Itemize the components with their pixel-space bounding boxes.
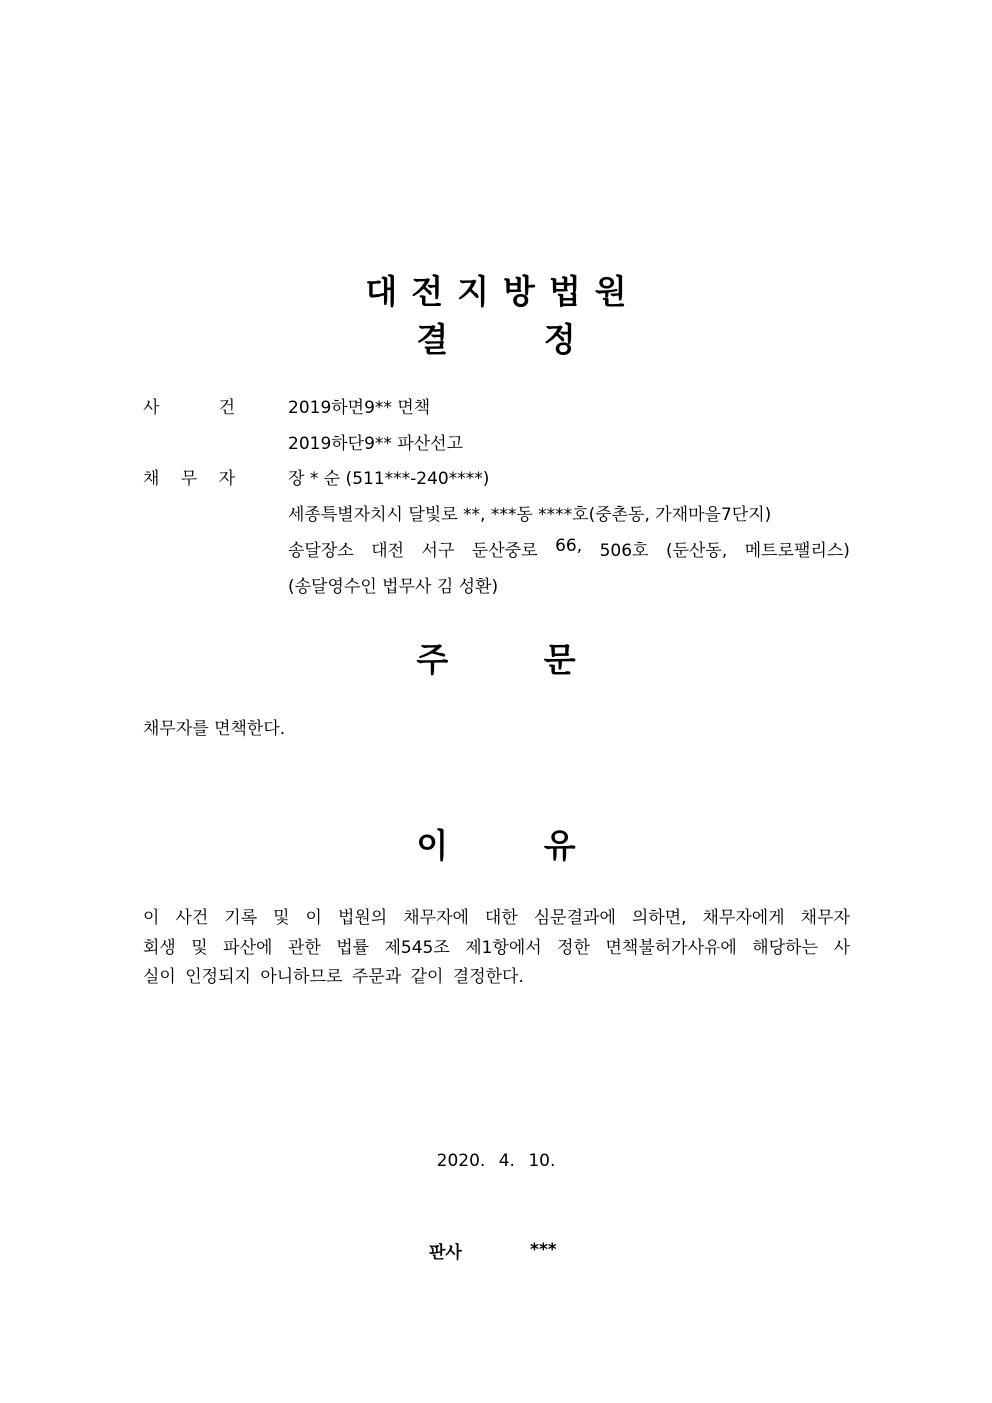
reason-word: 법률 <box>336 938 370 958</box>
reason-word: 파산에 <box>223 938 273 958</box>
case-label-char: 건 <box>218 398 235 418</box>
case-label <box>143 393 235 418</box>
debtor-label <box>143 464 235 489</box>
debtor-label-char: 자 <box>218 469 235 489</box>
reason-word: 회생 <box>143 938 176 958</box>
reason-word: 관한 <box>287 938 321 958</box>
debtor-label-char: 채 <box>143 469 160 489</box>
debtor-address: 세종특별자치시 달빛로 **, ***동 ****호(중촌동, 가재마을7단지) <box>288 505 772 525</box>
debtor-name: 장 * 순 (511***-240****) <box>288 469 490 489</box>
delivery-address <box>288 536 850 561</box>
reason-word: 채무자 <box>800 908 850 928</box>
reason-word: 및 <box>191 938 208 958</box>
reason-word: 면책불허가사유에 <box>605 938 737 958</box>
judge-name: *** <box>530 1240 557 1260</box>
reason-heading: 이 유 <box>416 826 576 865</box>
reason-word: 사건 <box>175 908 209 928</box>
delivery-address-word: 66, <box>555 536 583 556</box>
case-label-char: 사 <box>143 398 160 418</box>
reason-word: 정한 <box>557 938 591 958</box>
judge-title: 판사 <box>429 1243 462 1263</box>
reason-word: 대한 <box>484 908 518 928</box>
reason-word: 이 <box>143 908 160 928</box>
document-type-title: 결 정 <box>416 320 576 359</box>
reason-word: 기록 <box>224 908 258 928</box>
delivery-address-word: 둔산중로 <box>471 541 538 561</box>
reason-word: 및 <box>273 908 290 928</box>
reason-word: 채무자에게 <box>702 908 785 928</box>
delivery-address-word: 서구 <box>421 541 455 561</box>
decision-date: 2020. 4. 10. <box>436 1151 556 1171</box>
reason-word: 제545조 <box>384 938 450 958</box>
reason-word: 법원의 <box>337 908 388 928</box>
delivery-address-word: 506호 <box>599 541 649 561</box>
debtor-label-char: 무 <box>180 469 198 489</box>
reason-line-2 <box>143 933 850 958</box>
case-number-bankruptcy: 2019하단9** 파산선고 <box>288 434 464 454</box>
order-heading: 주 문 <box>416 640 576 679</box>
court-name: 대전지방법원 <box>365 272 641 311</box>
delivery-address-word: (둔산동, <box>665 541 728 561</box>
delivery-address-word: 송달장소 <box>288 541 354 561</box>
reason-word: 이 <box>305 908 322 928</box>
case-number-exemption: 2019하면9** 면책 <box>288 398 431 418</box>
delivery-address-word: 대전 <box>371 541 405 561</box>
reason-word: 채무자에 <box>403 908 469 928</box>
reason-word: 사 <box>833 938 850 958</box>
order-text: 채무자를 면책한다. <box>143 719 286 739</box>
reason-word: 해당하는 <box>752 938 818 958</box>
reason-word: 의하면, <box>631 908 687 928</box>
reason-line-3: 실이 인정되지 아니하므로 주문과 같이 결정한다. <box>143 967 524 987</box>
delivery-address-word: 메트로팰리스) <box>744 541 850 561</box>
delivery-recipient: (송달영수인 법무사 김 성환) <box>288 577 499 597</box>
reason-word: 심문결과에 <box>533 908 616 928</box>
reason-line-1 <box>143 903 850 928</box>
reason-word: 제1항에서 <box>465 938 542 958</box>
